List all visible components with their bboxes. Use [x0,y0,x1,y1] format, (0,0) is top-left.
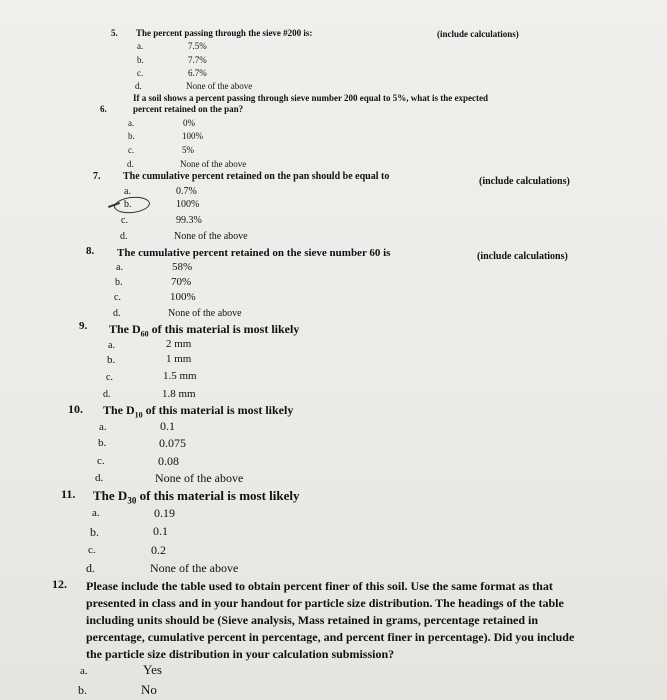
option-text: 100% [170,291,196,303]
option-letter: b. [78,683,87,697]
option-letter: c. [121,215,128,226]
option-text: None of the above [174,231,248,242]
option-letter: d. [86,561,95,575]
option-text: 0.19 [154,506,175,520]
option-letter: c. [128,145,135,155]
option-text: 100% [182,131,203,141]
option-text: 0.7% [176,186,197,197]
option-text: 5% [182,145,194,155]
option-letter: a. [116,262,123,273]
question-number: 6. [100,104,107,114]
option-text: Yes [143,662,162,677]
option-text: No [141,682,157,697]
option-text: 7.5% [188,41,207,51]
question-text-line1: If a soil shows a percent passing through sieve number 200 equal to 5%, what is the expected [133,93,489,103]
question-text-line2: percent retained on the pan? [133,104,244,114]
option-letter: b. [115,277,123,288]
option-text: 70% [171,276,192,288]
option-letter: b. [107,354,116,366]
question-text: The $D_{10}$ of this material is most likely [103,403,294,420]
question-text: The percent passing through the sieve #200 is: [136,28,313,38]
option-letter: a. [92,507,100,519]
option-letter: c. [97,455,105,467]
option-letter: d. [103,389,111,400]
option-letter: a. [128,118,135,128]
option-text: None of the above [150,561,239,575]
question-number: 7. [93,171,101,182]
question-number: 10. [68,402,83,416]
option-letter: d. [135,81,142,91]
option-letter: d. [95,472,104,484]
option-text: None of the above [155,471,244,485]
option-text: 0.1 [160,419,175,433]
option-text: 1 mm [166,353,192,365]
option-letter: b. [124,199,132,210]
option-letter: d. [113,308,121,319]
option-letter: b. [98,437,107,449]
calc-note: (include calculations) [477,251,568,262]
option-letter: c. [88,544,96,556]
option-text: 0.075 [159,436,186,450]
option-text: 7.7% [188,55,207,65]
option-text: 0.2 [151,543,166,557]
question-text: The cumulative percent retained on the sieve number 60 is [117,247,391,259]
option-letter: a. [124,186,131,197]
paragraph-line: presented in class and in your handout for particle size distribution. The headings of the table [86,596,564,610]
calc-note: (include calculations) [479,176,570,187]
option-text: 0.1 [153,524,168,538]
option-text: None of the above [168,308,242,319]
option-letter: c. [114,292,121,303]
option-letter: c. [137,68,144,78]
option-text: 0% [183,118,195,128]
question-number: 5. [111,28,118,38]
paragraph-line: including units should be (Sieve analysis, Mass retained in grams, percentage retained in [86,613,539,627]
question-number: 8. [86,245,95,257]
option-letter: c. [106,372,113,383]
option-letter: b. [137,55,144,65]
option-letter: b. [128,131,135,141]
question-number: 9. [79,320,88,332]
option-text: 6.7% [188,68,207,78]
answer-circle-mark [113,195,150,215]
paragraph-line: Please include the table used to obtain percent finer of this soil. Use the same format as that [86,579,553,593]
question-number: 11. [61,487,76,501]
question-text: The $D_{30}$ of this material is most likely [93,488,300,506]
question-text: The $D_{60}$ of this material is most likely [109,322,300,339]
option-text: 1.5 mm [163,370,197,382]
option-letter: b. [90,525,99,539]
calc-note: (include calculations) [437,29,519,39]
question-paragraph [86,578,666,663]
option-text: None of the above [186,81,253,91]
question-number: 12. [52,577,67,591]
option-letter: d. [120,231,128,242]
option-text: 100% [176,199,200,210]
option-text: 1.8 mm [162,388,196,400]
option-letter: a. [137,41,144,51]
option-text: 0.08 [158,454,179,468]
option-letter: a. [99,421,107,433]
option-text: 99.3% [176,215,202,226]
option-text: None of the above [180,159,247,169]
option-letter: d. [127,159,134,169]
paragraph-line: percentage, cumulative percent in percentage, and percent finer in percentage). Did you include [86,630,575,644]
option-text: 58% [172,261,193,273]
option-letter: a. [80,665,88,677]
option-text: 2 mm [166,338,192,350]
paragraph-line: the particle size distribution in your calculation submission? [86,647,395,661]
question-text: The cumulative percent retained on the pan should be equal to [123,171,390,182]
option-letter: a. [108,340,115,351]
